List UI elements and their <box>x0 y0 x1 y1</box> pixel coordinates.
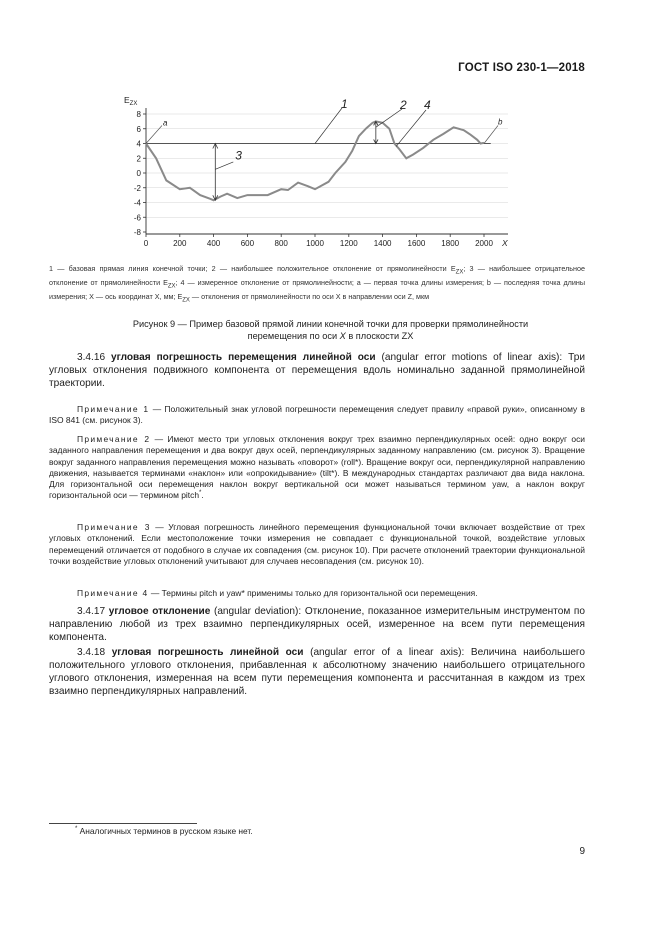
straightness-chart <box>110 94 530 254</box>
y-tick-label: -8 <box>133 228 141 237</box>
label-b: b <box>498 117 503 127</box>
x-tick-labels <box>144 239 494 248</box>
note-3: Примечание 3 — Угловая погрешность линейного перемещения функциональной точки включает воздействие от трех угловых отклонений. Если местоположение точки измерения не совпадает с функциональной точкой, воздействие угловых перемещений отличается от подобного в случае их совпадения (см. рисунок 10). При расчете отклонений траектории функциональной точки воздействие угловых отклонений учитывают для случаев несовпадения (см. рисунок 10). <box>49 522 585 566</box>
x-tick-label: 400 <box>206 239 221 248</box>
x-tick-label: 1000 <box>306 239 324 248</box>
y-tick-label: 8 <box>136 110 141 119</box>
y-tick-label: 6 <box>136 124 141 134</box>
leader-b <box>484 126 498 144</box>
x-tick-label: 1400 <box>373 239 392 248</box>
leader-1 <box>315 108 342 144</box>
leader-2 <box>376 109 402 127</box>
y-tick-label: -4 <box>133 198 141 208</box>
y-tick-label: 4 <box>136 139 141 149</box>
label-2: 2 <box>400 98 407 112</box>
x-tick-label: 200 <box>173 239 187 248</box>
label-1: 1 <box>341 97 348 111</box>
x-tick-label: 2000 <box>475 239 493 248</box>
leader-4 <box>396 110 426 146</box>
x-tick-label: 600 <box>240 239 255 248</box>
figure-legend: 1 — базовая прямая линия конечной точки; 2 — наибольшее положительное отклонение от прямолинейности $E_{ZX}$; 3 — наибольшее отрицательное отклонение от прямолинейности $E_{ZX}$; 4 — измеренное отклонение от прямолинейности; a — первая точка длины измерения; b — последняя точка длины измерения; X — ось координат X, мм; $E_{ZX}$ — отклонения от прямолинейности по оси X в направлении оси Z, мкм <box>49 264 586 304</box>
note-1: Примечание 1 — Положительный знак угловой погрешности перемещения следует правилу «правой руки», описанному в ISO 841 (см. рисунок 3). <box>49 404 585 426</box>
x-tick-label: 1200 <box>339 239 358 248</box>
chart-grid <box>143 114 508 237</box>
leader-a <box>146 126 162 144</box>
footnote-divider <box>49 823 197 824</box>
x-tick-label: 1600 <box>407 239 426 248</box>
page-number: 9 <box>579 846 585 857</box>
y-tick-label: -2 <box>133 183 141 193</box>
document-header: ГОСТ ISO 230-1—2018 <box>458 62 585 74</box>
y-axis-label: $E_{ZX}$ <box>124 95 138 107</box>
x-tick-label: 1800 <box>441 239 460 248</box>
label-3: 3 <box>235 148 242 163</box>
y-tick-label: 0 <box>136 169 141 178</box>
x-tick-label: 800 <box>274 239 288 248</box>
note-4: Примечание 4 — Термины pitch и yaw* применимы только для горизонтальной оси перемещения. <box>77 588 478 598</box>
x-tick-label: 0 <box>143 239 149 248</box>
section-3-4-18: 3.4.18 угловая погрешность линейной оси (angular error of a linear axis): Величина наибольшего положительного углового отклонения, прибавленная к абсолютному значению наибольшего отрицательного углового отклонения, измеренная на всем пути перемещения компонента и рассчитанная в каждом из трех взаимно перпендикулярных направлений. <box>49 647 586 697</box>
y-tick-label: -6 <box>133 213 141 223</box>
y-tick-labels <box>134 110 142 237</box>
footnote: * Аналогичных терминов в русском языке нет. <box>75 826 253 836</box>
label-4: 4 <box>424 98 431 112</box>
y-tick-label: 2 <box>136 154 141 164</box>
x-axis-label: X <box>502 238 508 248</box>
label-a: a <box>163 118 168 128</box>
section-3-4-16: 3.4.16 угловая погрешность перемещения линейной оси (angular error motions of linear axis): Три угловых отклонения подвижного компонента от перемещения вдоль номинально заданной прямолинейной траектории. <box>49 352 586 389</box>
note-2: Примечание 2 — Имеют место три угловых отклонения вокруг трех взаимно перпендикулярных осей: одно вокруг оси заданного направления перемещения и два вокруг двух осей, перпендикулярных заданному направлению (см. рисунок 3). Вращение вокруг заданного направления перемещения можно называть «поворот» (roll*). Вращение вокруг оси, перпендикулярной направлению движения, называется терминами «наклон» или «опрокидывание» (tilt*). В международных стандартах различают два вида наклона. Для горизонтальной оси перемещения наклон вокруг вертикальной оси может называться термином yaw, а наклон вокруг горизонтальной оси — термином pitch*. <box>49 434 586 501</box>
leader-3 <box>215 162 233 169</box>
section-3-4-17: 3.4.17 угловое отклонение (angular deviation): Отклонение, показанное измерительным инструментом по направлению любой из трех взаимно перпендикулярных осей, измеренное на всем пути перемещения компонента. <box>49 606 585 643</box>
figure-caption: Рисунок 9 — Пример базовой прямой линии конечной точки для проверки прямолинейности перемещения по оси X в плоскости ZX <box>132 319 529 342</box>
measured-deviation-line <box>146 118 484 200</box>
